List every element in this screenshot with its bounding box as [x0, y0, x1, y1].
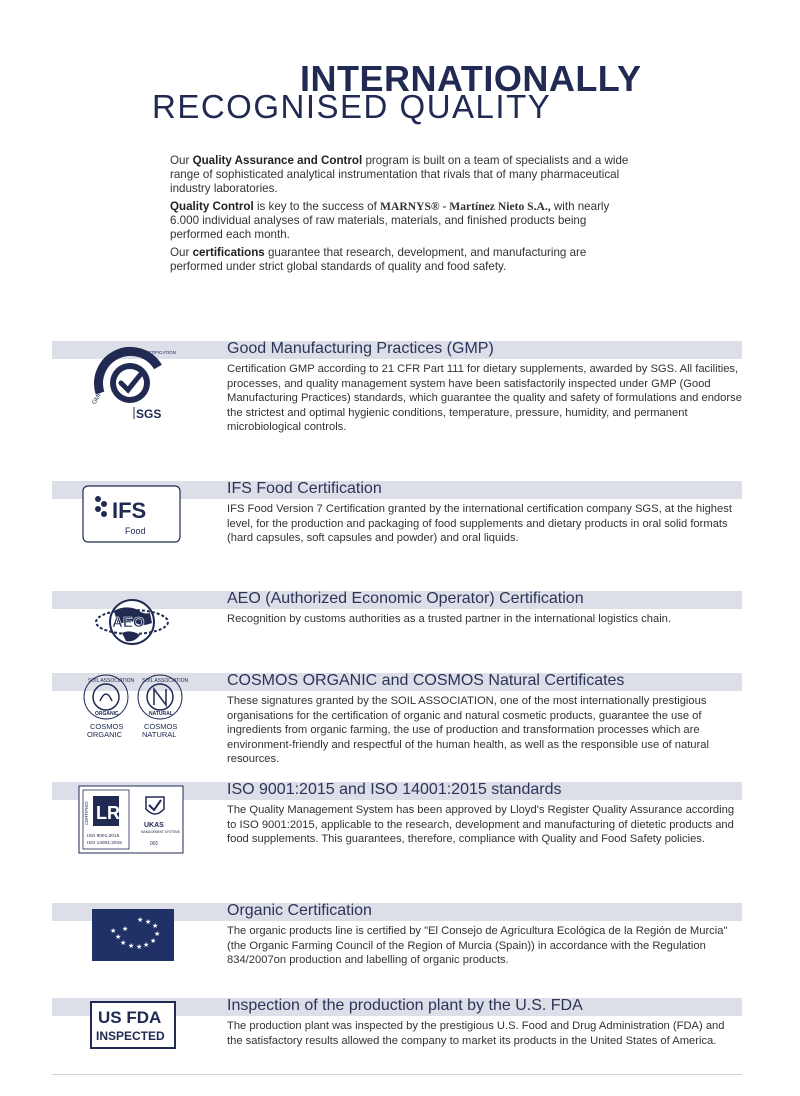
section-title: Good Manufacturing Practices (GMP) [227, 340, 494, 357]
eu-organic-leaf-logo [92, 909, 174, 961]
aeo-logo [92, 593, 172, 651]
cosmos-label-2a: COSMOS [144, 722, 178, 731]
svg-text:★: ★ [154, 930, 161, 938]
page-title-line-1: INTERNATIONALLY [300, 58, 642, 99]
section-title: Inspection of the production plant by the U.S. FDA [227, 997, 583, 1014]
svg-text:★: ★ [110, 927, 117, 935]
iso-ukas-text: UKAS [144, 822, 164, 829]
section-title: ISO 9001:2015 and ISO 14001:2015 standards [227, 781, 562, 798]
intro-paragraph-3: Our certifications guarantee that research, development, and manufacturing are performed under strict global standards of quality and food safety. [170, 246, 587, 273]
us-fda-inspected-logo [90, 1001, 176, 1049]
aeo-mark-text: AEO [112, 614, 145, 631]
svg-text:★: ★ [145, 918, 152, 926]
intro-paragraph-2: Quality Control is key to the success of MARNYS® - Martínez Nieto S.A., with nearly 6.000 individual analyses of raw materials, materials, and finished products being performed each month. [170, 200, 610, 241]
section-text: The production plant was inspected by the prestigious U.S. Food and Drug Administration (FDA) and the satisfactory results allowed the company to market its products in the United States of America. [227, 1020, 725, 1047]
section-title: COSMOS ORGANIC and COSMOS Natural Certificates [227, 672, 625, 689]
iso-9001-text: ISO 9001:2015 [87, 834, 120, 839]
svg-text:★: ★ [122, 925, 129, 933]
sgs-top-text: SYSTEM CERTIFICATION [122, 350, 176, 355]
sgs-side-text: GMP [91, 390, 104, 406]
iso-lr-text: LR [96, 803, 120, 823]
iso-lr-ukas-logo [78, 785, 184, 855]
iso-certified-text: CERTIFIED [84, 801, 89, 825]
intro-paragraph-1: Our Quality Assurance and Control program is built on a team of specialists and a wide range of sophisticated analytical instrumentation that rivals that of many pharmaceutical industry laboratories. [170, 154, 629, 195]
iso-ukas-sub-text: MANAGEMENT SYSTEMS [141, 830, 180, 834]
iso-14001-text: ISO 14001:2015 [87, 841, 122, 846]
cosmos-logos [78, 673, 190, 741]
section-text: The Quality Management System has been approved by Lloyd's Register Quality Assurance according to ISO 9001:2015, applicable to the research, development and manufacturing of dietetic products and food supplements. This guarantees, therefore, compliance with Quality and Food Safety policies. [227, 804, 735, 846]
svg-text:★: ★ [115, 933, 122, 941]
svg-text:★: ★ [120, 939, 127, 947]
section-title: Organic Certification [227, 902, 372, 919]
cosmos-label-2b: NATURAL [142, 730, 177, 739]
ifs-sub-text: Food [125, 526, 146, 536]
ifs-mark-text: IFS [112, 498, 147, 523]
section-text: IFS Food Version 7 Certification granted by the international certification company SGS, at the highest level, for the production and packaging of food supplements and dietary products in oral solid formats (hard capsules, soft capsules and powder) and oral liquids. [227, 503, 732, 545]
section-title: IFS Food Certification [227, 480, 382, 497]
sgs-mark-text: SGS [136, 407, 162, 421]
cosmos-label-1b: ORGANIC [87, 730, 123, 739]
intro-text [170, 154, 630, 278]
svg-text:★: ★ [137, 916, 144, 924]
cosmos-badge-text-2: NATURAL [149, 711, 173, 717]
section-text: Recognition by customs authorities as a trusted partner in the international logistics chain. [227, 613, 672, 625]
fda-line-2: INSPECTED [96, 1029, 165, 1043]
iso-number-text: 001 [150, 841, 159, 847]
cosmos-ring-text-1: SOIL ASSOCIATION [88, 678, 135, 684]
section-text: Certification GMP according to 21 CFR Part 111 for dietary supplements, awarded by SGS. All facilities, processes, and quality management system have been satisfactorily inspected under GMP (Good Manufacturing Practices) standards, which guarantee the quality and safety of formulations and endorse the strictest and optimal hygienic conditions, temperature, pressure, humidity, and permanent microbiological controls. [227, 363, 742, 434]
footer-divider [52, 1074, 742, 1075]
cosmos-label-1a: COSMOS [90, 722, 124, 731]
page-title-line-2: RECOGNISED QUALITY [152, 88, 552, 125]
svg-text:★: ★ [152, 922, 159, 930]
cosmos-ring-text-2: SOIL ASSOCIATION [142, 678, 189, 684]
svg-text:★: ★ [128, 942, 135, 950]
fda-line-1: US FDA [98, 1008, 162, 1027]
svg-text:★: ★ [150, 937, 157, 945]
svg-text:★: ★ [143, 941, 150, 949]
sgs-gmp-logo [90, 345, 176, 421]
section-text: These signatures granted by the SOIL ASSOCIATION, one of the most internationally prestigious organisations for the certification of organic and natural cosmetic products, guarantee the use of ingredients from organic farming, the use of production and transformation processes which are environment-friendly and respectful of the human health, as well as the responsible use of natural resources. [227, 695, 709, 766]
section-title: AEO (Authorized Economic Operator) Certification [227, 590, 584, 607]
cosmos-badge-text-1: ORGANIC [95, 711, 119, 717]
section-text: The organic products line is certified by "El Consejo de Agricultura Ecológica de la Región de Murcia" (the Organic Farming Council of the Region of Murcia (Spain)) in accordance with the Regulation 834/2007on production and labelling of organic products. [227, 925, 728, 967]
ifs-food-logo [82, 485, 182, 543]
svg-text:★: ★ [136, 943, 143, 951]
